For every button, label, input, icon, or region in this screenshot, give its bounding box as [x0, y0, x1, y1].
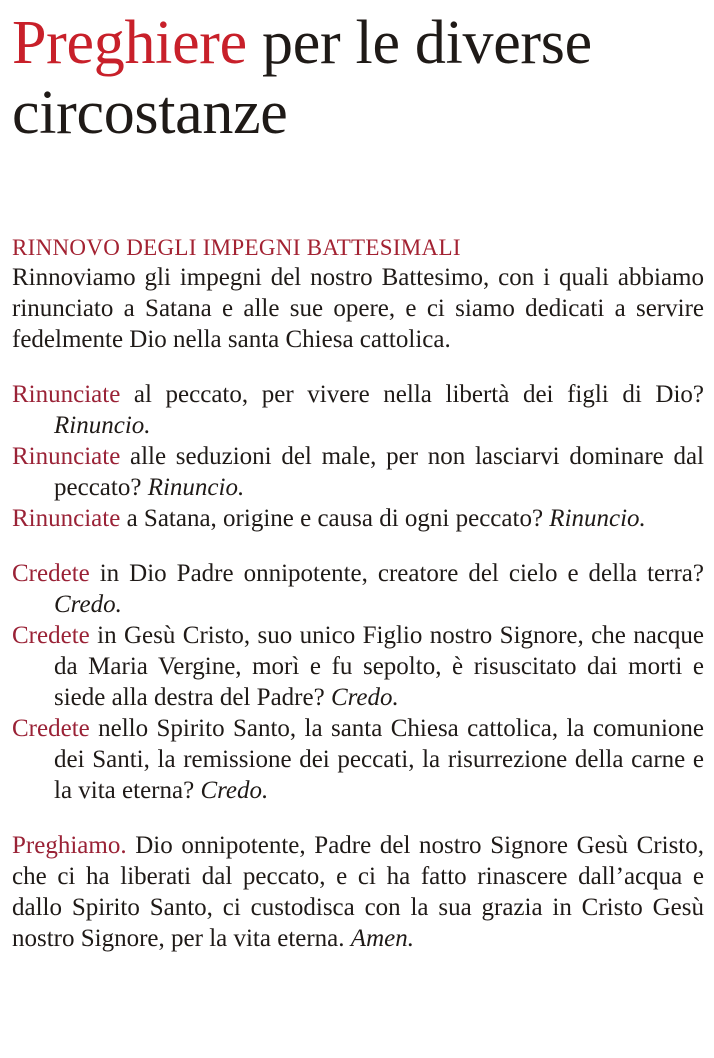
item-text: a Satana, origine e causa di ogni peccato?: [120, 505, 550, 532]
item-text: alle seduzioni del male, per non lasciarvi dominare dal peccato?: [54, 443, 704, 501]
profession-item: [12, 558, 704, 620]
renunciation-item: [12, 503, 704, 534]
page-title: [12, 8, 704, 148]
renunciation-item: [12, 379, 704, 441]
item-response: Credo.: [54, 591, 122, 618]
closing-text: Dio onnipotente, Padre del nostro Signore Gesù Cristo, che ci ha liberati dal peccato, e ci ha fatto rinascere dall’acqua e dallo Spirito Santo, ci custodisca con la sua grazia in Cristo Gesù nostro Signore, per la vita eterna.: [12, 832, 704, 952]
item-cue: Rinunciate: [12, 381, 121, 408]
item-cue: Rinunciate: [12, 505, 121, 532]
intro-paragraph: Rinnoviamo gli impegni del nostro Battesimo, con i quali abbiamo rinunciato a Satana e alle sue opere, e ci siamo dedicati a servire fedelmente Dio nella santa Chiesa cattolica.: [12, 264, 704, 353]
closing-cue: Preghiamo.: [12, 832, 127, 859]
item-response: Rinuncio.: [549, 505, 646, 532]
profession-item: [12, 620, 704, 713]
item-text: in Dio Padre onnipotente, creatore del cielo e della terra?: [89, 560, 704, 587]
item-text: nello Spirito Santo, la santa Chiesa cattolica, la comunione dei Santi, la remissione dei peccati, la risurrezione della carne e la vita eterna?: [54, 715, 704, 804]
item-response: Rinuncio.: [147, 474, 245, 501]
item-cue: Rinunciate: [12, 443, 121, 470]
closing-response: Amen.: [350, 925, 414, 952]
closing-prayer: [12, 830, 704, 954]
item-response: Credo.: [330, 684, 399, 711]
item-text: in Gesù Cristo, suo unico Figlio nostro Signore, che nacque da Maria Vergine, morì e fu sepolto, è risuscitato dai morti e siede alla destra del Padre?: [54, 622, 704, 711]
item-cue: Credete: [12, 560, 90, 587]
item-cue: Credete: [12, 622, 90, 649]
profession-list: [12, 558, 704, 806]
title-rest: per le diverse circostanze: [12, 9, 592, 147]
renunciation-list: [12, 379, 704, 534]
item-response: Credo.: [200, 777, 269, 804]
item-response: Rinuncio.: [54, 412, 151, 439]
renunciation-item: [12, 441, 704, 503]
title-accent: Preghiere: [12, 9, 247, 77]
prayer-page: [12, 8, 704, 954]
item-text: al peccato, per vivere nella libertà dei figli di Dio?: [120, 381, 704, 408]
section-heading: RINNOVO DEGLI IMPEGNI BATTESIMALI: [12, 235, 461, 260]
profession-item: [12, 713, 704, 806]
item-cue: Credete: [12, 715, 90, 742]
